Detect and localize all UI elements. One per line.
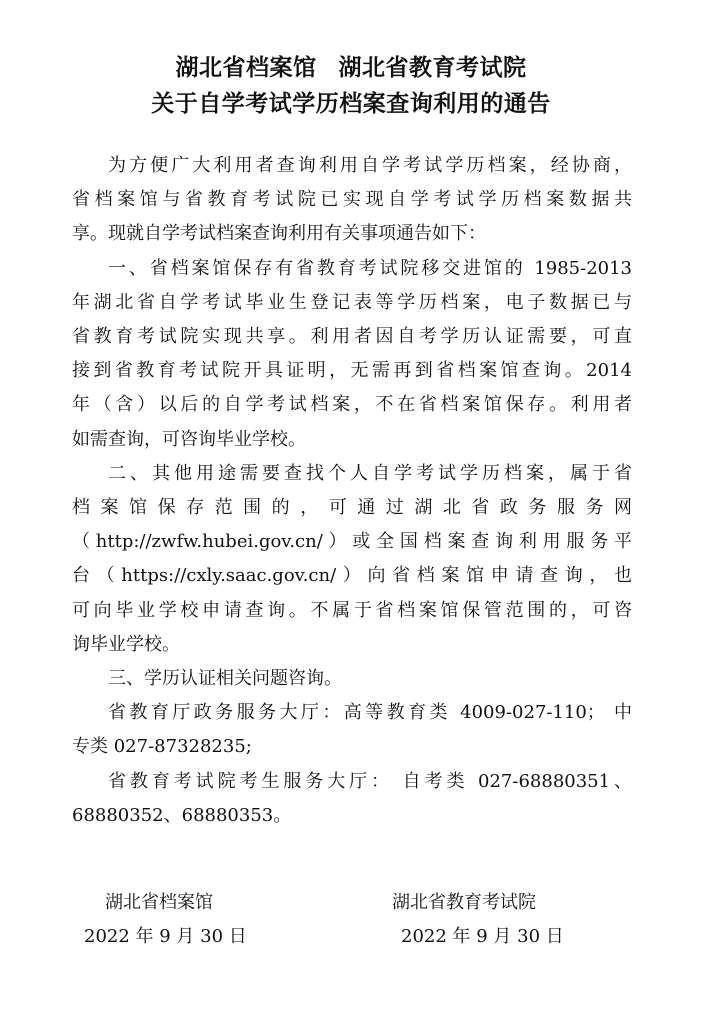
body-line: 为方便广大利用者查询利用自学考试学历档案，经协商， — [108, 155, 632, 176]
paragraph-contact-exam-authority — [72, 765, 632, 833]
signature-archives-date: 2022 年 9 月 30 日 — [84, 926, 247, 947]
body-line: 专类 027-87328235; — [72, 736, 252, 758]
body-line: 省教育考试院实现共享。利用者因自考学历认证需要，可直 — [72, 326, 632, 348]
body-line: 询毕业学校。 — [72, 633, 180, 655]
signature-exam-authority-name: 湖北省教育考试院 — [392, 892, 536, 913]
body-line: 一、省档案馆保存有省教育考试院移交进馆的 1985-2013 — [108, 257, 632, 279]
body-line: 如需查询，可咨询毕业学校。 — [72, 428, 306, 450]
paragraph-contact-education-dept — [72, 696, 632, 764]
body-line: 可向毕业学校申请查询。不属于省档案馆保管范围的，可咨 — [72, 599, 632, 621]
body-line: 省教育厅政务服务大厅：高等教育类 4009-027-110； 中 — [108, 702, 632, 724]
body-line: 二、其他用途需要查找个人自学考试学历档案，属于省 — [108, 462, 632, 484]
body-line: 享。现就自学考试档案查询利用有关事项通告如下： — [72, 223, 486, 245]
body-line: （http://zwfw.hubei.gov.cn/）或全国档案查询利用服务平 — [72, 531, 632, 553]
paragraph-section-3 — [72, 662, 632, 696]
paragraph-section-1 — [72, 252, 632, 457]
body-line: 年湖北省自学考试毕业生登记表等学历档案，电子数据已与 — [72, 291, 632, 313]
signature-archives-name: 湖北省档案馆 — [105, 892, 213, 913]
body-line: 年（含）以后的自学考试档案，不在省档案馆保存。利用者 — [72, 394, 632, 416]
paragraph-intro — [72, 149, 632, 252]
body-line: 档案馆保存范围的，可通过湖北省政务服务网 — [72, 497, 632, 519]
notice-body — [72, 149, 632, 833]
org-archives: 湖北省档案馆 — [175, 55, 317, 81]
body-line: 省档案馆与省教育考试院已实现自学考试学历档案数据共 — [72, 189, 632, 211]
body-line: 三、学历认证相关问题咨询。 — [108, 668, 342, 690]
issuing-organizations — [0, 53, 702, 83]
body-line: 省教育考试院考生服务大厅： 自考类 027-68880351、 — [108, 770, 632, 792]
notice-title: 关于自学考试学历档案查询利用的通告 — [151, 91, 551, 117]
signature-exam-authority-date: 2022 年 9 月 30 日 — [401, 926, 564, 947]
paragraph-section-2 — [72, 457, 632, 662]
org-exam-authority: 湖北省教育考试院 — [338, 55, 527, 81]
body-line: 台（https://cxly.saac.gov.cn/）向省档案馆申请查询，也 — [72, 565, 632, 587]
body-line: 68880352、68880353。 — [72, 804, 292, 826]
body-line: 接到省教育考试院开具证明，无需再到省档案馆查询。2014 — [72, 360, 632, 382]
